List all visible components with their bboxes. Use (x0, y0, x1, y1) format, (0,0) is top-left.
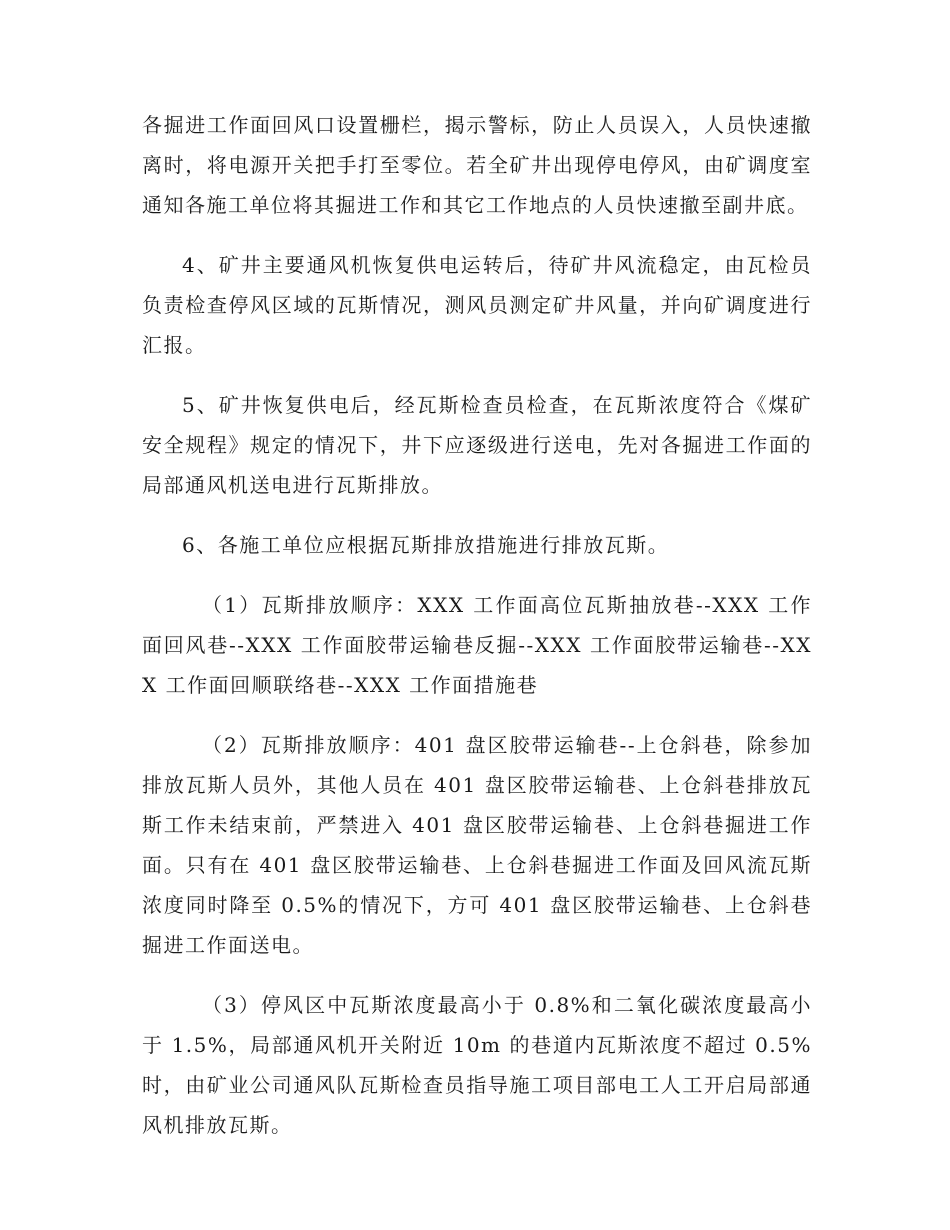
document-body (142, 105, 812, 1165)
paragraph-evacuation: 各掘进工作面回风口设置栅栏，揭示警标，防止人员误入，人员快速撤离时，将电源开关把手打至零位。若全矿井出现停电停风，由矿调度室通知各施工单位将其掘进工作和其它工作地点的人员快速撤至副井底。 (142, 113, 812, 217)
paragraph-item-5: 5、矿井恢复供电后，经瓦斯检查员检查，在瓦斯浓度符合《煤矿安全规程》规定的情况下，井下应逐级进行送电，先对各掘进工作面的局部通风机送电进行瓦斯排放。 (142, 393, 812, 497)
paragraph-sub-2: （2）瓦斯排放顺序：401 盘区胶带运输巷--上仓斜巷，除参加排放瓦斯人员外，其他人员在 401 盘区胶带运输巷、上仓斜巷排放瓦斯工作未结束前，严禁进入 401 盘区胶带运输巷、上仓斜巷掘进工作面。只有在 401 盘区胶带运输巷、上仓斜巷掘进工作面及回风流瓦斯浓度同时降至 0.5%的情况下，方可 401 盘区胶带运输巷、上仓斜巷掘进工作面送电。 (142, 733, 812, 957)
paragraph-sub-3: （3）停风区中瓦斯浓度最高小于 0.8%和二氧化碳浓度最高小于 1.5%，局部通风机开关附近 10m 的巷道内瓦斯浓度不超过 0.5%时，由矿业公司通风队瓦斯检查员指导施工项目部电工人工开启局部通风机排放瓦斯。 (142, 993, 812, 1137)
paragraph-item-4: 4、矿井主要通风机恢复供电运转后，待矿井风流稳定，由瓦检员负责检查停风区域的瓦斯情况，测风员测定矿井风量，并向矿调度进行汇报。 (142, 253, 812, 357)
paragraph-sub-1: （1）瓦斯排放顺序：XXX 工作面高位瓦斯抽放巷--XXX 工作面回风巷--XXX 工作面胶带运输巷反掘--XXX 工作面胶带运输巷--XXX 工作面回顺联络巷--XXX 工作面措施巷 (142, 593, 812, 697)
paragraph-item-6: 6、各施工单位应根据瓦斯排放措施进行排放瓦斯。 (182, 533, 670, 557)
